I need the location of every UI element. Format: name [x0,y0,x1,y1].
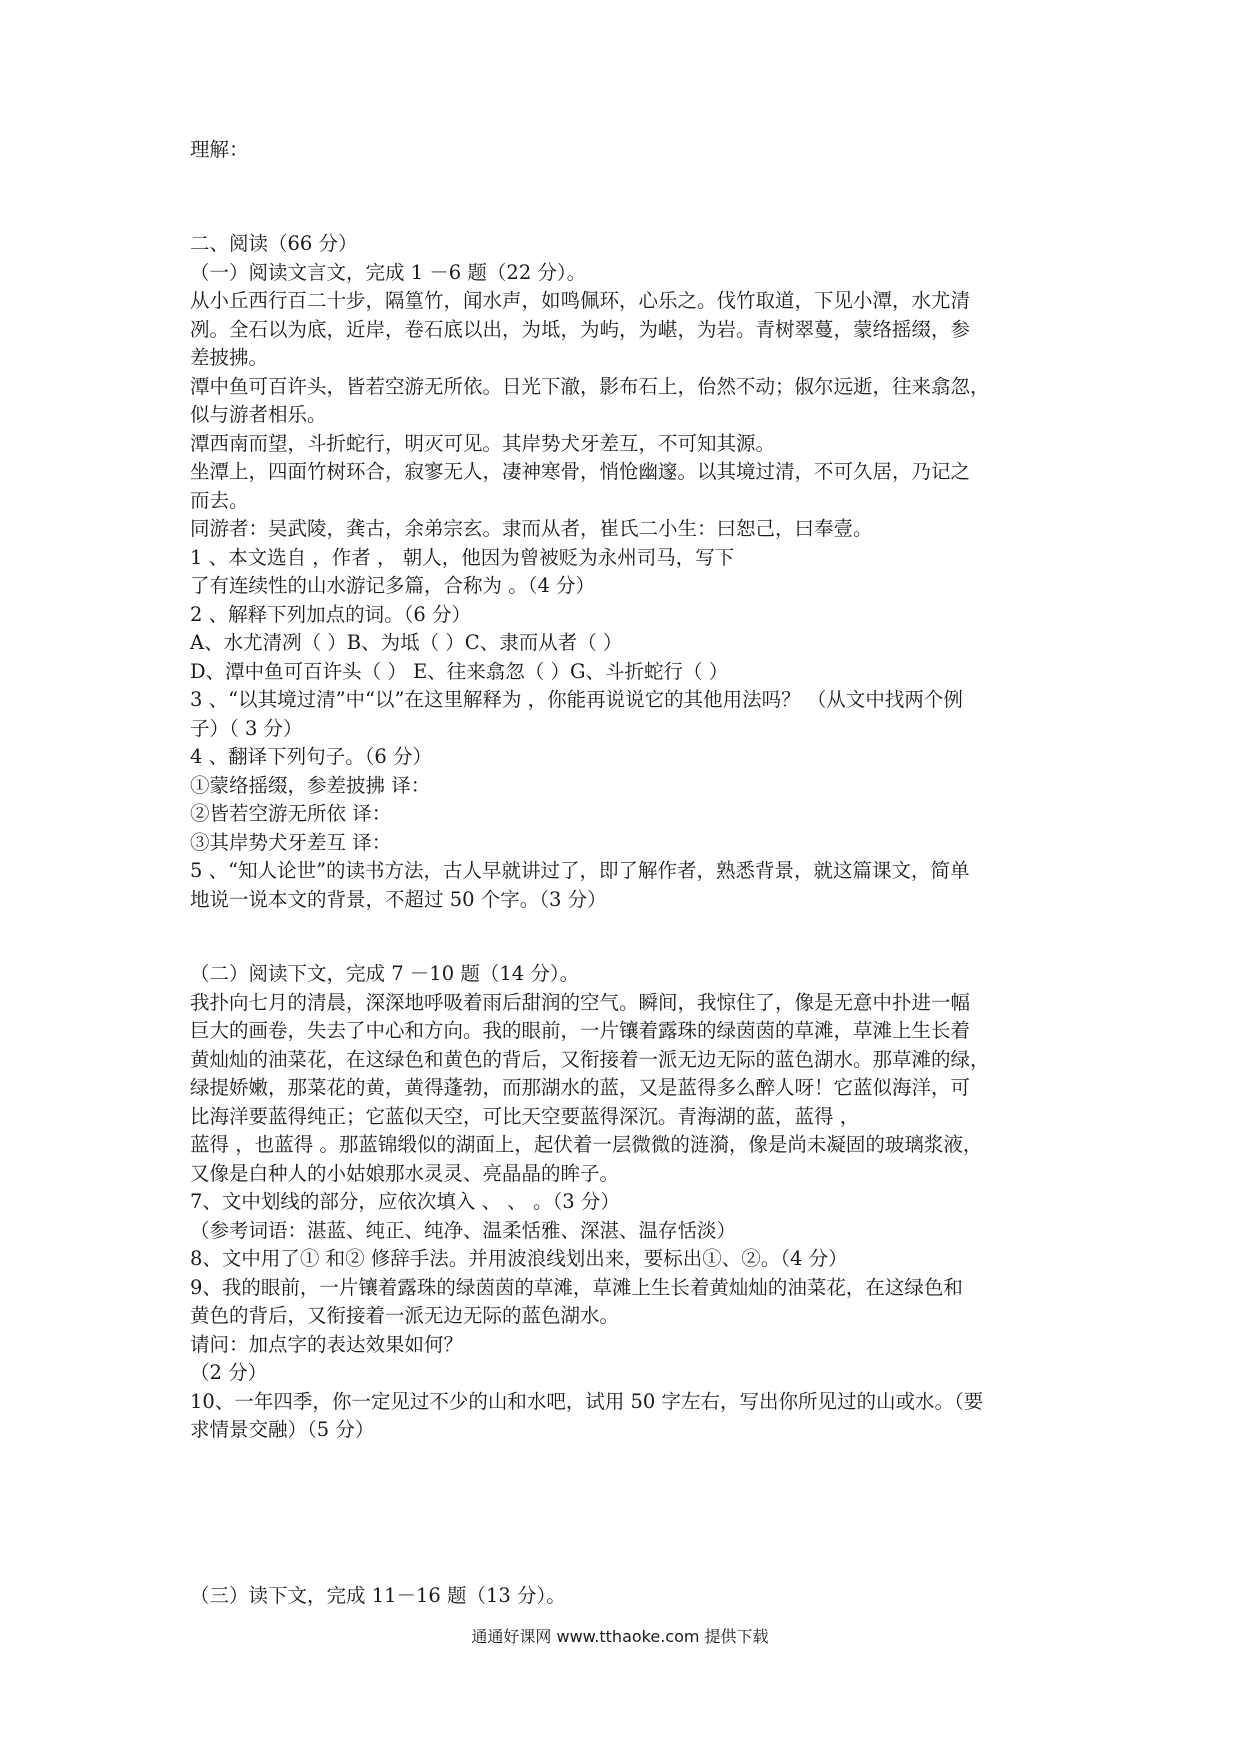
question-line: 求情景交融）（5 分） [190,1418,375,1441]
question-line: 3 、“以其境过清”中“以”在这里解释为 ，你能再说说它的其他用法吗？ （从文中找两个例 [190,688,963,711]
passage-line: 又像是白种人的小姑娘那水灵灵、亮晶晶的眸子。 [190,1161,620,1185]
question-line: 5 、“知人论世”的读书方法，古人早就讲过了，即了解作者，熟悉背景，就这篇课文，简单 [190,859,970,882]
section-heading: 二、阅读（66 分） [190,232,358,255]
passage-line: 巨大的画卷，失去了中心和方向。我的眼前，一片镶着露珠的绿茵茵的草滩，草滩上生长着 [190,1019,971,1042]
question-line: 黄色的背后，又衔接着一派无边无际的蓝色湖水。 [190,1304,620,1327]
question-line: ②皆若空游无所依 译： [190,802,392,825]
part3-title: （三）读下文，完成 11－16 题（13 分）。 [190,1584,566,1607]
question-line: D、潭中鱼可百许头（ ） E、往来翕忽（ ）G、斗折蛇行（ ） [190,659,729,683]
question-line: 4 、翻译下列句子。（6 分） [190,745,432,768]
question-line: ①蒙络摇缀，参差披拂 译： [190,773,431,797]
question-line: 8、文中用了① 和② 修辞手法。并用波浪线划出来，要标出①、②。（4 分） [190,1247,848,1270]
part2-title: （二）阅读下文，完成 7 －10 题（14 分）。 [190,962,580,985]
question-line: 子）（ 3 分） [190,716,303,740]
question-line: 请问：加点字的表达效果如何？ [190,1332,464,1356]
lead-fragment [190,136,1060,165]
passage-line: 似与游者相乐。 [190,403,327,426]
part2-section [190,960,1060,1445]
question-line: ③其岸势犬牙差互 译： [190,830,392,854]
passage-line: 同游者：吴武陵，龚古，余弟宗玄。隶而从者，崔氏二小生：曰恕己，曰奉壹。 [190,517,873,540]
question-line: （参考词语：湛蓝、纯正、纯净、温柔恬雅、深湛、温存恬淡） [190,1218,737,1242]
passage-line: 绿提娇嫩，那菜花的黄，黄得蓬勃，而那湖水的蓝，又是蓝得多么醉人呀！它蓝似海洋，可 [190,1076,971,1099]
passage-line: 冽。全石以为底，近岸，卷石底以出，为坻，为屿，为嵁，为岩。青树翠蔓，蒙络摇缀，参 [190,317,971,341]
reading-section [190,230,1060,914]
passage-line: 从小丘西行百二十步，隔篁竹，闻水声，如鸣佩环，心乐之。伐竹取道，下见小潭，水尤清 [190,289,971,312]
passage-line: 潭中鱼可百许头，皆若空游无所依。日光下澈，影布石上，佁然不动；俶尔远逝，往来翕忽， [190,374,990,398]
classical-passage [190,287,1060,544]
passage-line: 潭西南而望，斗折蛇行，明灭可见。其岸势犬牙差互，不可知其源。 [190,431,776,455]
part2-questions [190,1188,1060,1445]
passage-line: 比海洋要蓝得纯正；它蓝似天空，可比天空要蓝得深沉。青海湖的蓝，蓝得 ， [190,1104,860,1128]
passage-line: 差披拂。 [190,346,269,369]
question-line: 了有连续性的山水游记多篇，合称为 。（4 分） [190,574,596,597]
passage-line: 坐潭上，四面竹树环合，寂寥无人，凄神寒骨，悄怆幽邃。以其境过清，不可久居，乃记之 [190,460,971,483]
page-footer: 通通好课网 www.tthaoke.com 提供下载 [471,1627,769,1646]
question-line: 10、一年四季，你一定见过不少的山和水吧，试用 50 字左右，写出你所见过的山或水。（要 [190,1389,984,1413]
question-line: （2 分） [190,1361,268,1384]
question-line: 1 、本文选自 ，作者 ， 朝人，他因为曾被贬为永州司马，写下 [190,545,735,569]
part3-section [190,1582,1060,1611]
text-line: 理解： [190,138,249,161]
passage-line: 蓝得 ，也蓝得 。那蓝锦缎似的湖面上，起伏着一层微微的涟漪，像是尚未凝固的玻璃浆液， [190,1133,983,1156]
question-line: 9、我的眼前，一片镶着露珠的绿茵茵的草滩，草滩上生长着黄灿灿的油菜花，在这绿色和 [190,1275,963,1299]
passage-line: 黄灿灿的油菜花，在这绿色和黄色的背后，又衔接着一派无边无际的蓝色湖水。那草滩的绿， [190,1047,990,1071]
part1-title: （一）阅读文言文，完成 1 －6 题（22 分）。 [190,260,587,284]
modern-passage [190,989,1060,1189]
question-line: 7、文中划线的部分，应依次填入 、 、 。（3 分） [190,1190,620,1213]
question-line: 地说一说本文的背景，不超过 50 个字。（3 分） [190,887,607,911]
part1-questions [190,544,1060,915]
question-line: 2 、解释下列加点的词。（6 分） [190,602,471,626]
question-line: A、水尤清冽（ ）B、为坻（ ）C、隶而从者（ ） [190,631,623,654]
passage-line: 我扑向七月的清晨，深深地呼吸着雨后甜润的空气。瞬间，我惊住了，像是无意中扑进一幅 [190,990,971,1014]
passage-line: 而去。 [190,488,249,512]
